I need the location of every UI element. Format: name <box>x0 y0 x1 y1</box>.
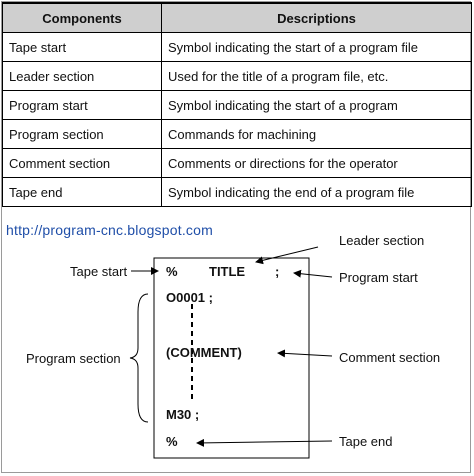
component-cell: Tape end <box>3 178 162 207</box>
code-semicolon: ; <box>275 264 280 279</box>
code-program-number: O0001 ; <box>166 290 213 305</box>
description-cell: Commands for machining <box>162 120 472 149</box>
tape-end-arrow <box>197 441 332 443</box>
component-cell: Leader section <box>3 62 162 91</box>
description-cell: Symbol indicating the start of a program file <box>162 33 472 62</box>
label-tape-end: Tape end <box>339 434 393 449</box>
blog-url-link[interactable]: http://program-cnc.blogspot.com <box>6 222 213 238</box>
component-cell: Program section <box>3 120 162 149</box>
component-cell: Program start <box>3 91 162 120</box>
label-leader-section: Leader section <box>339 233 425 248</box>
label-program-section: Program section <box>26 351 121 366</box>
code-percent-end: % <box>166 434 178 449</box>
code-percent-start: % <box>166 264 178 279</box>
code-comment: (COMMENT) <box>166 345 242 360</box>
label-program-start: Program start <box>339 270 418 285</box>
label-tape-start: Tape start <box>70 264 128 279</box>
description-cell: Symbol indicating the start of a program <box>162 91 472 120</box>
code-end: M30 ; <box>166 407 200 422</box>
comment-section-arrow <box>278 353 332 356</box>
description-cell: Symbol indicating the end of a program file <box>162 178 472 207</box>
header-components: Components <box>3 3 162 33</box>
component-cell: Tape start <box>3 33 162 62</box>
header-descriptions: Descriptions <box>162 3 472 33</box>
program-section-brace <box>130 294 148 422</box>
description-cell: Comments or directions for the operator <box>162 149 472 178</box>
description-cell: Used for the title of a program file, etc. <box>162 62 472 91</box>
component-cell: Comment section <box>3 149 162 178</box>
label-comment-section: Comment section <box>339 350 441 365</box>
code-title: TITLE <box>209 264 246 279</box>
program-start-arrow <box>294 273 332 277</box>
